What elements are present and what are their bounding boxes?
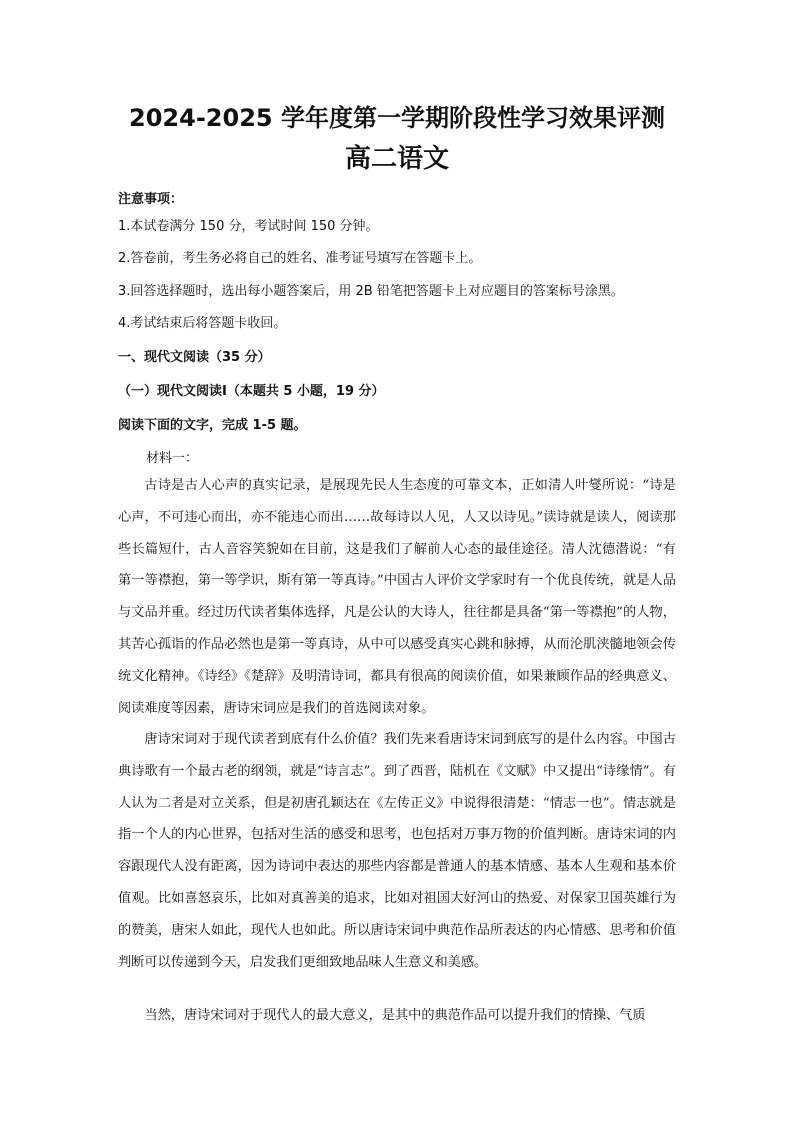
notice-heading: 注意事项：	[118, 192, 184, 207]
subsection-heading: （一）现代文阅读Ⅰ（本题共 5 小题，19 分）	[118, 384, 385, 399]
notice-item: 1.本试卷满分 150 分，考试时间 150 分钟。	[118, 219, 379, 234]
passage-paragraph: 古诗是古人心声的真实记录，是展现先民人生态度的可靠文本，正如清人叶燮所说：“诗是心声，不可违心而出，亦不能违心而出……故每诗以人见，人又以诗见。”读诗就是读人，阅读那些长篇短什，古人音容笑貌如在目前，这是我们了解前人心态的最佳途径。清人沈德潜说：“有第一等襟抱，第一等学识，斯有第一等真诗。”中国古人评价文学家时有一个优良传统，就是人品与文品并重。经过历代读者集体选择，凡是公认的大诗人，往往都是具备“第一等襟抱”的人物，其苦心孤诣的作品必然也是第一等真诗，从中可以感受真实心跳和脉搏，从而沦肌浃髓地领会传统文化精神。《诗经》《楚辞》及明清诗词，都具有很高的阅读价值，如果兼顾作品的经典意义、阅读难度等因素，唐诗宋词应是我们的首选阅读对象。	[118, 478, 676, 716]
reading-instruction: 阅读下面的文字，完成 1-5 题。	[118, 418, 307, 433]
material-label: 材料一：	[146, 451, 199, 466]
section-heading: 一、现代文阅读（35 分）	[118, 350, 271, 365]
passage-paragraph: 当然，唐诗宋词对于现代人的最大意义，是其中的典范作品可以提升我们的情操、气质	[144, 1008, 646, 1023]
notice-item: 2.答卷前，考生务必将自己的姓名、准考证号填写在答题卡上。	[118, 251, 482, 266]
page-title: 2024-2025 学年度第一学期阶段性学习效果评测	[129, 104, 665, 132]
passage-paragraph: 唐诗宋词对于现代读者到底有什么价值？我们先来看唐诗宋词到底写的是什么内容。中国古典诗歌有一个最古老的纲领，就是“诗言志”。到了西晋，陆机在《文赋》中又提出“诗缘情”。有人认为二者是对立关系，但是初唐孔颖达在《左传正义》中说得很清楚：“情志一也”。情志就是指一个人的内心世界，包括对生活的感受和思考，也包括对万事万物的价值判断。唐诗宋词的内容跟现代人没有距离，因为诗词中表达的那些内容都是普通人的基本情感、基本人生观和基本价值观。比如喜怒哀乐，比如对真善美的追求，比如对祖国大好河山的热爱、对保家卫国英雄行为的赞美，唐宋人如此，现代人也如此。所以唐诗宋词中典范作品所表达的内心情感、思考和价值判断可以传递到今天，启发我们更细致地品味人生意义和美感。	[118, 732, 676, 970]
notice-item: 4.考试结束后将答题卡收回。	[118, 316, 287, 331]
notice-item: 3.回答选择题时，选出每小题答案后，用 2B 铅笔把答题卡上对应题目的答案标号涂黑。	[118, 284, 624, 299]
subject-title: 高二语文	[344, 144, 449, 174]
